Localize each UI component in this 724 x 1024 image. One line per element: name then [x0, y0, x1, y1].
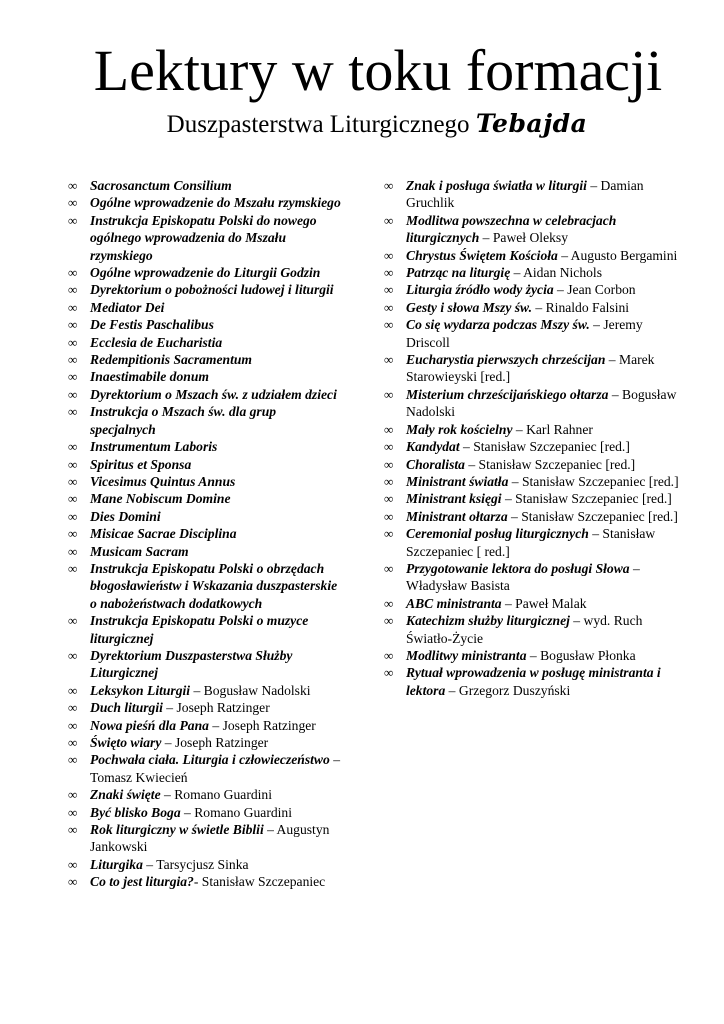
list-item [68, 751, 344, 786]
reading-title: Modlitwy ministranta [406, 647, 527, 663]
page-title: Lektury w toku formacji [93, 38, 663, 103]
list-item [68, 734, 344, 751]
list-item [68, 699, 344, 716]
list-item [384, 473, 684, 490]
reading-title: Rok liturgiczny w świetle Biblii [90, 822, 264, 838]
list-item [68, 490, 344, 507]
reading-title: Duch liturgii [90, 700, 163, 716]
infinity-bullet-icon: ∞ [68, 543, 78, 559]
reading-title: Instrukcja o Mszach św. dla grup specjalnych [90, 404, 277, 437]
reading-title: Misterium chrześcijańskiego ołtarza [406, 386, 609, 402]
infinity-bullet-icon: ∞ [68, 334, 78, 350]
reading-title: Patrząc na liturgię [406, 265, 511, 281]
list-item [384, 664, 684, 699]
infinity-bullet-icon: ∞ [384, 456, 394, 472]
infinity-bullet-icon: ∞ [68, 717, 78, 733]
infinity-bullet-icon: ∞ [68, 700, 78, 716]
reading-title: Znak i posługa światła w liturgii [406, 178, 587, 193]
reading-title: Eucharystia pierwszych chrześcijan [406, 352, 606, 368]
list-item [384, 612, 684, 647]
infinity-bullet-icon: ∞ [384, 473, 394, 489]
reading-author: – Joseph Ratzinger [161, 735, 269, 750]
infinity-bullet-icon: ∞ [384, 299, 394, 315]
list-item [384, 212, 684, 247]
list-item [68, 334, 344, 351]
infinity-bullet-icon: ∞ [384, 317, 394, 333]
list-item [68, 403, 344, 438]
infinity-bullet-icon: ∞ [384, 212, 394, 228]
infinity-bullet-icon: ∞ [384, 265, 394, 281]
reading-title: Ceremonial posług liturgicznych [406, 526, 589, 542]
infinity-bullet-icon: ∞ [384, 352, 394, 368]
list-item [384, 490, 684, 507]
list-item [384, 525, 684, 560]
infinity-bullet-icon: ∞ [68, 560, 78, 576]
infinity-bullet-icon: ∞ [68, 491, 78, 507]
reading-author: – Aidan Nichols [510, 265, 602, 281]
infinity-bullet-icon: ∞ [68, 735, 78, 750]
reading-author: – Bogusław Płonka [526, 647, 636, 663]
infinity-bullet-icon: ∞ [68, 404, 78, 420]
infinity-bullet-icon: ∞ [384, 560, 394, 576]
reading-author: – Jean Corbon [553, 282, 636, 298]
infinity-bullet-icon: ∞ [68, 804, 78, 820]
list-item [68, 264, 344, 281]
reading-author: – Władysław Basista [406, 560, 640, 594]
reading-title: Dyrektorium o pobożności ludowej i liturgii [90, 282, 334, 298]
reading-title: Redempitionis Sacramentum [90, 352, 253, 368]
reading-title: Instrukcja Episkopatu Polski do nowego ogólnego wprowadzenia do Mszału rzymskiego [90, 212, 317, 263]
list-item [384, 264, 684, 281]
reading-author: – Marek Starowieyski [red.] [406, 352, 655, 385]
list-item [384, 316, 684, 351]
list-item [68, 508, 344, 525]
reading-title: Spiritus et Sponsa [90, 456, 192, 472]
reading-title: Co się wydarza podczas Mszy św. [406, 317, 590, 333]
list-item [68, 543, 344, 560]
reading-title: Ministrant księgi [406, 491, 502, 507]
reading-author: – Tomasz Kwiecień [90, 752, 340, 785]
reading-author: – Jeremy Driscoll [406, 317, 643, 350]
reading-title: Ministrant światła [406, 473, 509, 489]
reading-title: Musicam Sacram [90, 543, 189, 559]
list-item [68, 856, 344, 873]
reading-title: De Festis Paschalibus [90, 317, 214, 333]
reading-title: Chrystus Świętem Kościoła [406, 247, 558, 263]
reading-title: Pochwała ciała. Liturgia i człowieczeństwo [90, 752, 330, 768]
page-subtitle [0, 108, 724, 141]
subtitle-text: Duszpasterstwa Liturgicznego [166, 111, 470, 138]
list-item [68, 386, 344, 403]
list-item [68, 177, 344, 194]
infinity-bullet-icon: ∞ [68, 317, 78, 333]
list-item [68, 804, 344, 821]
infinity-bullet-icon: ∞ [68, 369, 78, 385]
infinity-bullet-icon: ∞ [68, 299, 78, 315]
infinity-bullet-icon: ∞ [68, 647, 78, 663]
infinity-bullet-icon: ∞ [384, 247, 394, 263]
reading-author: – Paweł Malak [501, 595, 587, 611]
infinity-bullet-icon: ∞ [68, 613, 78, 629]
list-item [68, 456, 344, 473]
reading-title: Ecclesia de Eucharistia [90, 334, 223, 350]
reading-author: – Joseph Ratzinger [208, 717, 316, 733]
infinity-bullet-icon: ∞ [68, 178, 78, 193]
infinity-bullet-icon: ∞ [384, 178, 394, 193]
list-item [384, 508, 684, 525]
reading-author: – Stanisław Szczepaniec [ red.] [406, 526, 656, 559]
infinity-bullet-icon: ∞ [384, 665, 394, 681]
reading-title: Przygotowanie lektora do posługi Słowa [406, 560, 630, 576]
reading-author: – Bogusław Nadolski [406, 386, 677, 420]
reading-author: – Stanisław Szczepaniec [red.] [508, 473, 679, 489]
reading-title: Kandydat [406, 439, 460, 455]
reading-author: – Stanisław Szczepaniec [red.] [501, 491, 672, 507]
infinity-bullet-icon: ∞ [68, 856, 78, 872]
list-item [68, 194, 344, 211]
list-item [68, 612, 344, 647]
list-item [68, 212, 344, 264]
reading-title: Katechizm służby liturgicznej [406, 613, 570, 629]
list-item [384, 281, 684, 298]
reading-list-right [384, 177, 684, 699]
infinity-bullet-icon: ∞ [68, 439, 78, 455]
brand-name: Tebajda [475, 109, 588, 138]
reading-title: Leksykon Liturgii [90, 682, 191, 698]
infinity-bullet-icon: ∞ [68, 822, 78, 838]
reading-author: - Stanisław Szczepaniec [193, 874, 326, 890]
list-item [384, 438, 684, 455]
reading-title: Liturgia źródło wody życia [406, 282, 554, 298]
list-item [384, 247, 684, 264]
list-item [384, 456, 684, 473]
list-item [68, 473, 344, 490]
reading-title: ABC ministranta [406, 595, 502, 611]
infinity-bullet-icon: ∞ [68, 195, 78, 211]
reading-author: – Damian Gruchlik [406, 178, 644, 211]
infinity-bullet-icon: ∞ [68, 682, 78, 698]
reading-author: – Tarsycjusz Sinka [142, 856, 249, 872]
reading-author: – Bogusław Nadolski [190, 682, 311, 698]
infinity-bullet-icon: ∞ [68, 508, 78, 524]
list-item [68, 786, 344, 803]
reading-author: – Stanisław Szczepaniec [red.] [507, 508, 678, 524]
infinity-bullet-icon: ∞ [384, 526, 394, 542]
infinity-bullet-icon: ∞ [384, 595, 394, 611]
reading-title: Mediator Dei [90, 299, 165, 315]
list-item [68, 368, 344, 385]
reading-author: – Stanisław Szczepaniec [red.] [464, 456, 636, 472]
list-item [68, 438, 344, 455]
reading-title: Choralista [406, 456, 465, 472]
reading-title: Nowa pieśń dla Pana [90, 717, 209, 733]
reading-title: Gesty i słowa Mszy św. [406, 299, 533, 315]
reading-author: – Romano Guardini [180, 804, 293, 820]
list-item [68, 299, 344, 316]
reading-title: Instrukcja Episkopatu Polski o obrzędach błogosławieństw i Wskazania duszpasterskie o nabożeństwach dodatkowych [90, 560, 338, 611]
infinity-bullet-icon: ∞ [384, 439, 394, 455]
infinity-bullet-icon: ∞ [68, 212, 78, 228]
reading-title: Rytuał wprowadzenia w posługę ministranta i lektora [406, 665, 661, 698]
infinity-bullet-icon: ∞ [68, 752, 78, 768]
reading-author: – Paweł Oleksy [479, 230, 568, 246]
reading-title: Mane Nobiscum Domine [90, 491, 231, 507]
list-item [68, 525, 344, 542]
reading-title: Mały rok kościelny [406, 421, 513, 437]
list-item [68, 281, 344, 298]
reading-title: Instrukcja Episkopatu Polski o muzyce liturgicznej [90, 613, 309, 646]
list-item [384, 177, 684, 212]
infinity-bullet-icon: ∞ [384, 613, 394, 629]
list-item [384, 386, 684, 421]
infinity-bullet-icon: ∞ [384, 282, 394, 298]
list-item [384, 299, 684, 316]
infinity-bullet-icon: ∞ [384, 508, 394, 524]
reading-title: Ogólne wprowadzenie do Mszału rzymskiego [90, 195, 341, 211]
reading-author: – Augusto Bergamini [557, 247, 678, 263]
reading-title: Instrumentum Laboris [90, 439, 218, 455]
reading-title: Dyrektorium o Mszach św. z udziałem dzieci [90, 386, 337, 402]
reading-author: – Karl Rahner [512, 421, 593, 437]
list-item [68, 351, 344, 368]
infinity-bullet-icon: ∞ [68, 787, 78, 803]
infinity-bullet-icon: ∞ [384, 421, 394, 437]
reading-title: Znaki święte [90, 787, 161, 803]
reading-author: – Rinaldo Falsini [532, 299, 630, 315]
reading-title: Sacrosanctum Consilium [90, 178, 232, 193]
reading-title: Inaestimabile donum [90, 369, 209, 385]
reading-title: Dies Domini [90, 508, 161, 524]
reading-author: – Augustyn Jankowski [90, 822, 330, 855]
infinity-bullet-icon: ∞ [384, 386, 394, 402]
reading-title: Święto wiary [90, 735, 162, 750]
reading-title: Ministrant ołtarza [406, 508, 508, 524]
reading-title: Ogólne wprowadzenie do Liturgii Godzin [90, 265, 321, 281]
reading-list-left [68, 177, 344, 891]
list-item [384, 421, 684, 438]
infinity-bullet-icon: ∞ [68, 526, 78, 542]
reading-title: Dyrektorium Duszpasterstwa Służby Liturgicznej [90, 647, 293, 681]
list-item [384, 647, 684, 664]
reading-author: – Romano Guardini [160, 787, 273, 803]
infinity-bullet-icon: ∞ [68, 265, 78, 281]
infinity-bullet-icon: ∞ [384, 647, 394, 663]
reading-author: – Stanisław Szczepaniec [red.] [459, 439, 630, 455]
infinity-bullet-icon: ∞ [68, 386, 78, 402]
list-item [68, 873, 344, 890]
infinity-bullet-icon: ∞ [68, 456, 78, 472]
reading-author: – Grzegorz Duszyński [445, 682, 571, 698]
infinity-bullet-icon: ∞ [68, 282, 78, 298]
infinity-bullet-icon: ∞ [68, 874, 78, 890]
list-item [384, 560, 684, 595]
reading-author: – wyd. Ruch Światło-Życie [406, 613, 643, 646]
list-item [68, 316, 344, 333]
reading-title: Misicae Sacrae Disciplina [90, 526, 237, 542]
list-item [68, 717, 344, 734]
list-item [384, 595, 684, 612]
infinity-bullet-icon: ∞ [68, 473, 78, 489]
list-item [68, 821, 344, 856]
reading-author: – Joseph Ratzinger [162, 700, 270, 716]
list-item [384, 351, 684, 386]
infinity-bullet-icon: ∞ [68, 352, 78, 368]
reading-title: Liturgika [90, 856, 143, 872]
reading-title: Być blisko Boga [90, 804, 181, 820]
reading-title: Modlitwa powszechna w celebracjach liturgicznych [406, 212, 617, 246]
reading-title: Vicesimus Quintus Annus [90, 473, 236, 489]
list-item [68, 560, 344, 612]
list-item [68, 647, 344, 682]
list-item [68, 682, 344, 699]
infinity-bullet-icon: ∞ [384, 491, 394, 507]
reading-title: Co to jest liturgia? [90, 874, 194, 890]
